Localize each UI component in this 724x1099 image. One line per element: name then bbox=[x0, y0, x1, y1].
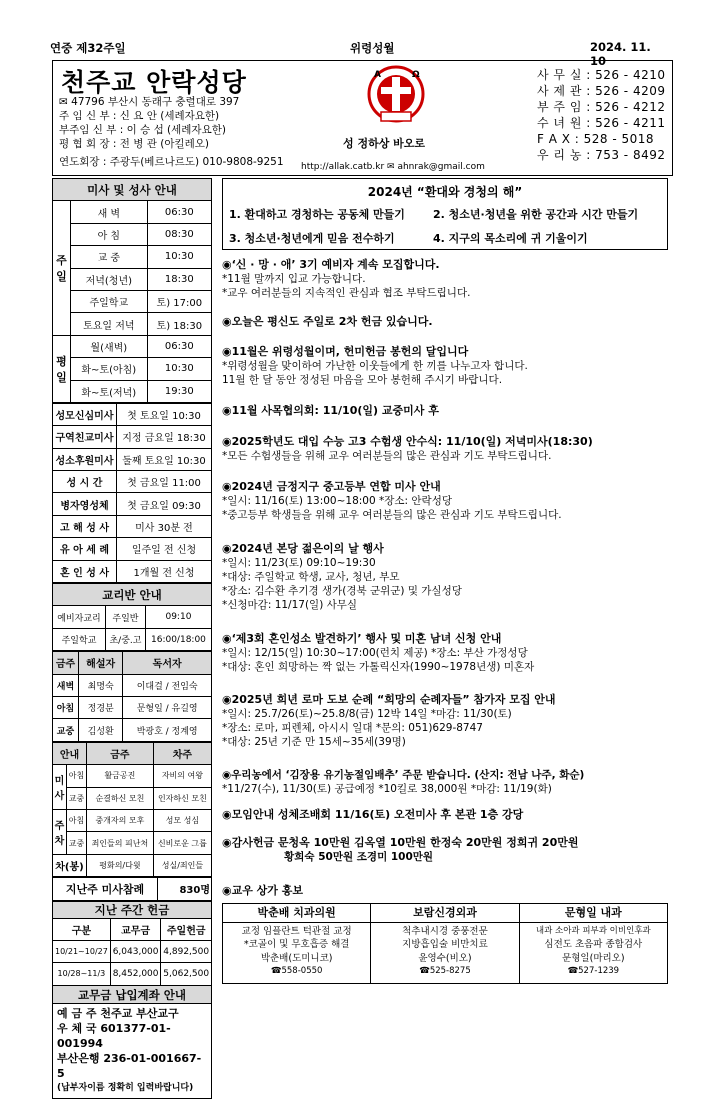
ad-card: 문형일 내과 내과 소아과 피부과 이비인후과 심전도 초음파 종합검사 문형일(마리오) ☎527-1239 bbox=[520, 903, 668, 984]
notice-item: ◉2024년 금정지구 중고등부 연합 미사 안내 *일시: 11/16(토) 13:00~18:00 *장소: 안락성당 *중고등부 학생들을 위해 교우 여러분들의 많은 관심과 기도 부탁드립니다. bbox=[222, 480, 562, 521]
attendance-label: 지난주 미사참례 bbox=[53, 878, 158, 900]
theme-goal-2: 2. 청소년·청년을 위한 공간과 시간 만들기 bbox=[433, 208, 639, 221]
bulletin-header bbox=[52, 60, 673, 176]
contact-list bbox=[537, 67, 665, 163]
phone-number: ☎558-0550 bbox=[270, 966, 323, 976]
table-row: 성 시 간 첫 금요일 11:00 bbox=[53, 471, 212, 493]
contact-assistant: 부 주 임 : 526 - 4212 bbox=[537, 100, 666, 114]
notice-item: ◉오늘은 평신도 주일로 2차 헌금 있습니다. bbox=[222, 315, 433, 328]
contact-convent: 수 녀 원 : 526 - 4211 bbox=[537, 116, 666, 130]
table-row: 아침 정경분 문형일 / 유길영 bbox=[53, 696, 212, 718]
table-row: 교중 순결하신 모친 인자하신 모친 bbox=[53, 787, 212, 809]
left-sidebar bbox=[52, 178, 212, 1093]
bulletin-date: 2024. 11. 10 bbox=[590, 40, 651, 68]
svg-text:Ω: Ω bbox=[412, 70, 420, 80]
table-row: 주일학교 초/중.고 16:00/18:00 bbox=[53, 628, 212, 650]
notice-item: ◉감사헌금 문청옥 10만원 김옥열 10만원 한정숙 20만원 정희귀 20만원 황희숙 50만원 조경미 100만원 bbox=[222, 836, 579, 863]
table-row: 10/28~11/3 8,452,000 5,062,500 bbox=[53, 963, 212, 985]
notice-item: ◉모임안내 성체조배회 11/16(토) 오전미사 후 본관 1층 강당 bbox=[222, 808, 524, 821]
liturgical-month: 위령성월 bbox=[350, 41, 395, 55]
table-row: 10/21~10/27 6,043,000 4,892,500 bbox=[53, 940, 212, 962]
top-row bbox=[50, 40, 670, 68]
notice-item: ◉11월 사목협의회: 11/10(일) 교중미사 후 bbox=[222, 404, 439, 417]
table-row: 성모신심미사 첫 토요일 10:30 bbox=[53, 403, 212, 425]
parish-name: 천주교 안락성당 bbox=[61, 68, 247, 97]
table-row: 아 침 08:30 bbox=[53, 223, 212, 245]
phone-number: ☎527-1239 bbox=[567, 966, 620, 976]
table-row: 토요일 저녁 토) 18:30 bbox=[53, 313, 212, 335]
mass-schedule-title: 미사 및 성사 안내 bbox=[53, 179, 212, 201]
catechism-table bbox=[52, 583, 212, 651]
parish-logo bbox=[351, 63, 441, 129]
catechism-title: 교리반 안내 bbox=[53, 584, 212, 606]
table-row: 평일 월(새벽) 06:30 bbox=[53, 335, 212, 357]
table-row: 미사 아침 활금공진 자비의 여왕 bbox=[53, 765, 212, 787]
table-row: 예비자교리 주일반 09:10 bbox=[53, 606, 212, 628]
ad-card: 보람신경외과 척추내시경 중풍전문 지방흡입술 비만치료 윤영수(비오) ☎525-8275 bbox=[371, 903, 519, 984]
bank-title: 교무금 납입계좌 안내 bbox=[53, 986, 211, 1004]
guide-table: 안내 금주 차주 미사 아침 활금공진 자비의 여왕 교중 순결하신 모친 인자하신 모친 주차 아침 중개자의 모후 성모 성심 교중 죄인들의 피난처 신비로운 그룹 차(봉) 평화의/다윗 성실/죄인들 bbox=[52, 742, 212, 877]
notice-item: ◉‘제3회 혼인성소 발견하기’ 행사 및 미혼 남녀 신청 안내 *일시: 12/15(일) 10:30~17:00(런치 제공) *장소: 부산 가정성당 *대상: 혼인 희망하는 짝 없는 가톨릭신자(1990~1978년생) 미혼자 bbox=[222, 632, 535, 673]
table-row: 고 해 성 사 미사 30분 전 bbox=[53, 515, 212, 537]
web-contact bbox=[301, 162, 485, 172]
notice-item: ◉11월은 위령성월이며, 헌미헌금 봉헌의 달입니다 *위령성월을 맞이하여 가난한 이웃들에게 한 끼를 나누고자 합니다. 11월 한 달 동안 정성된 마음을 모아 봉헌해 주시기 바랍니다. bbox=[222, 345, 528, 386]
contact-fax: F A X : 528 - 5018 bbox=[537, 132, 655, 146]
phone-number: ☎525-8275 bbox=[419, 966, 471, 976]
contact-rectory: 사 제 관 : 526 - 4209 bbox=[537, 84, 666, 98]
mass-schedule-table bbox=[52, 178, 212, 403]
notice-item: ◉2025년 희년 로마 도보 순례 “희망의 순례자들” 참가자 모집 안내 *일시: 25.7/26(토)~25.8/8(금) 12박 14일 *마감: 11/30(토) *장소: 로마, 피렌체, 아시시 일대 *문의: 051)629-8747 *대상: 25년 기준 만 15세~35세(39명) bbox=[222, 693, 556, 748]
weekday-label: 평일 bbox=[53, 335, 71, 402]
notice-item: ◉교우 상가 홍보 bbox=[222, 884, 304, 897]
table-row: 주일 새 벽 06:30 bbox=[53, 201, 212, 223]
liturgical-week: 연중 제32주일 bbox=[50, 41, 126, 55]
table-row: 저녁(청년) 18:30 bbox=[53, 268, 212, 290]
sunday-label: 주일 bbox=[53, 201, 71, 335]
member-business-ads bbox=[222, 903, 668, 984]
bank-account-box bbox=[52, 986, 212, 1099]
table-row: 화~토(저녁) 19:30 bbox=[53, 380, 212, 402]
attendance-value: 830명 bbox=[158, 878, 212, 900]
mail-icon: ✉ bbox=[59, 96, 72, 108]
offering-table: 지난 주간 헌금 구분 교무금 주일헌금 10/21~10/27 6,043,000 4,892,500 10/28~11/3 8,452,000 5,062,500 bbox=[52, 901, 212, 986]
table-row: 유 아 세 례 일주일 전 신청 bbox=[53, 538, 212, 560]
ad-card: 박춘배 치과의원 교정 임플란트 턱관절 교정 *코골이 및 무호흡증 해결 박춘배(도미니코) ☎558-0550 bbox=[222, 903, 371, 984]
table-row: 화~토(아침) 10:30 bbox=[53, 358, 212, 380]
pastor: 주 임 신 부 : 신 요 안 (세례자요한) bbox=[59, 110, 220, 122]
prayer-chair: 연도회장 : 주광두(베르나르도) 010-9808-9251 bbox=[59, 156, 284, 168]
readers-table: 금주 해설자 독서자 새벽 최명숙 이대걸 / 전임숙 아침 정경분 문형일 / 유길영 교중 김성환 박광호 / 정계영 bbox=[52, 651, 212, 742]
address: ✉ 47796 부산시 동래구 충렬대로 397 bbox=[59, 96, 240, 108]
svg-text:A: A bbox=[374, 70, 381, 80]
email-icon: ✉ bbox=[387, 162, 398, 172]
patron-saint: 성 정하상 바오로 bbox=[343, 137, 426, 150]
table-row: 병자영성체 첫 금요일 09:30 bbox=[53, 493, 212, 515]
email-link[interactable]: ahnrak@gmail.com bbox=[397, 162, 485, 172]
notice-item: ◉‘신 · 망 · 애’ 3기 예비자 계속 모집합니다. *11월 말까지 입교 가능합니다. *교우 여러분들의 지속적인 관심과 협조 부탁드립니다. bbox=[222, 258, 471, 299]
table-row: 새벽 최명숙 이대걸 / 전임숙 bbox=[53, 674, 212, 696]
sacrament-table bbox=[52, 403, 212, 583]
website-link[interactable]: http://allak.catb.kr bbox=[301, 162, 385, 172]
year-theme-box bbox=[222, 178, 668, 250]
notice-item: ◉우리농에서 ‘김장용 유기농절임배추’ 주문 받습니다. (산지: 전남 나주, 화순) *11/27(수), 11/30(토) 공급예정 *10킬로 38,000원 *마감: 11/19(화) bbox=[222, 769, 585, 795]
notice-item: ◉2025학년도 대입 수능 고3 수험생 안수식: 11/10(일) 저녁미사(18:30) *모든 수험생들을 위해 교우 여러분들의 많은 관심과 기도 부탁드립니다. bbox=[222, 435, 593, 462]
theme-goal-1: 1. 환대하고 경청하는 공동체 만들기 bbox=[229, 208, 405, 221]
table-row: 혼 인 성 사 1개월 전 신청 bbox=[53, 560, 212, 582]
theme-title: 2024년 “환대와 경청의 해” bbox=[367, 185, 523, 199]
notice-item: ◉2024년 본당 젊은이의 날 행사 *일시: 11/23(토) 09:10~19:30 *대상: 주일학교 학생, 교사, 청년, 부모 *장소: 김수환 추기경 생가(경북 군위군) 및 가실성당 *신청마감: 11/17(일) 사무실 bbox=[222, 542, 462, 611]
contact-office: 사 무 실 : 526 - 4210 bbox=[537, 68, 666, 82]
table-row: 성소후원미사 둘째 토요일 10:30 bbox=[53, 448, 212, 470]
council-chair: 평 협 회 장 : 전 병 관 (아킬레오) bbox=[59, 138, 210, 150]
bank-details: 예 금 주 천주교 부산교구 우 체 국 601377-01-001994 부산은행 236-01-001667-5 (납부자이름 정확히 입력바랍니다) bbox=[57, 1006, 202, 1093]
logo-emblem-icon bbox=[351, 63, 441, 125]
table-row: 구역친교미사 지정 금요일 18:30 bbox=[53, 426, 212, 448]
contact-farm: 우 리 농 : 753 - 8492 bbox=[537, 148, 666, 162]
attendance-table bbox=[52, 877, 212, 900]
theme-goal-4: 4. 지구의 목소리에 귀 기울이기 bbox=[433, 232, 588, 245]
table-row: 교중 죄인들의 피난처 신비로운 그룹 bbox=[53, 832, 212, 854]
table-row: 주일학교 토) 17:00 bbox=[53, 290, 212, 312]
table-row: 차(봉) 평화의/다윗 성실/죄인들 bbox=[53, 854, 212, 876]
offering-title: 지난 주간 헌금 bbox=[53, 901, 212, 918]
theme-goal-3: 3. 청소년·청년에게 믿음 전수하기 bbox=[229, 232, 395, 245]
table-row: 주차 아침 중개자의 모후 성모 성심 bbox=[53, 809, 212, 831]
table-row: 교 중 10:30 bbox=[53, 246, 212, 268]
table-row: 교중 김성환 박광호 / 정계영 bbox=[53, 719, 212, 741]
assistant-pastor: 부주임 신 부 : 이 승 섭 (세례자요한) bbox=[59, 124, 226, 136]
